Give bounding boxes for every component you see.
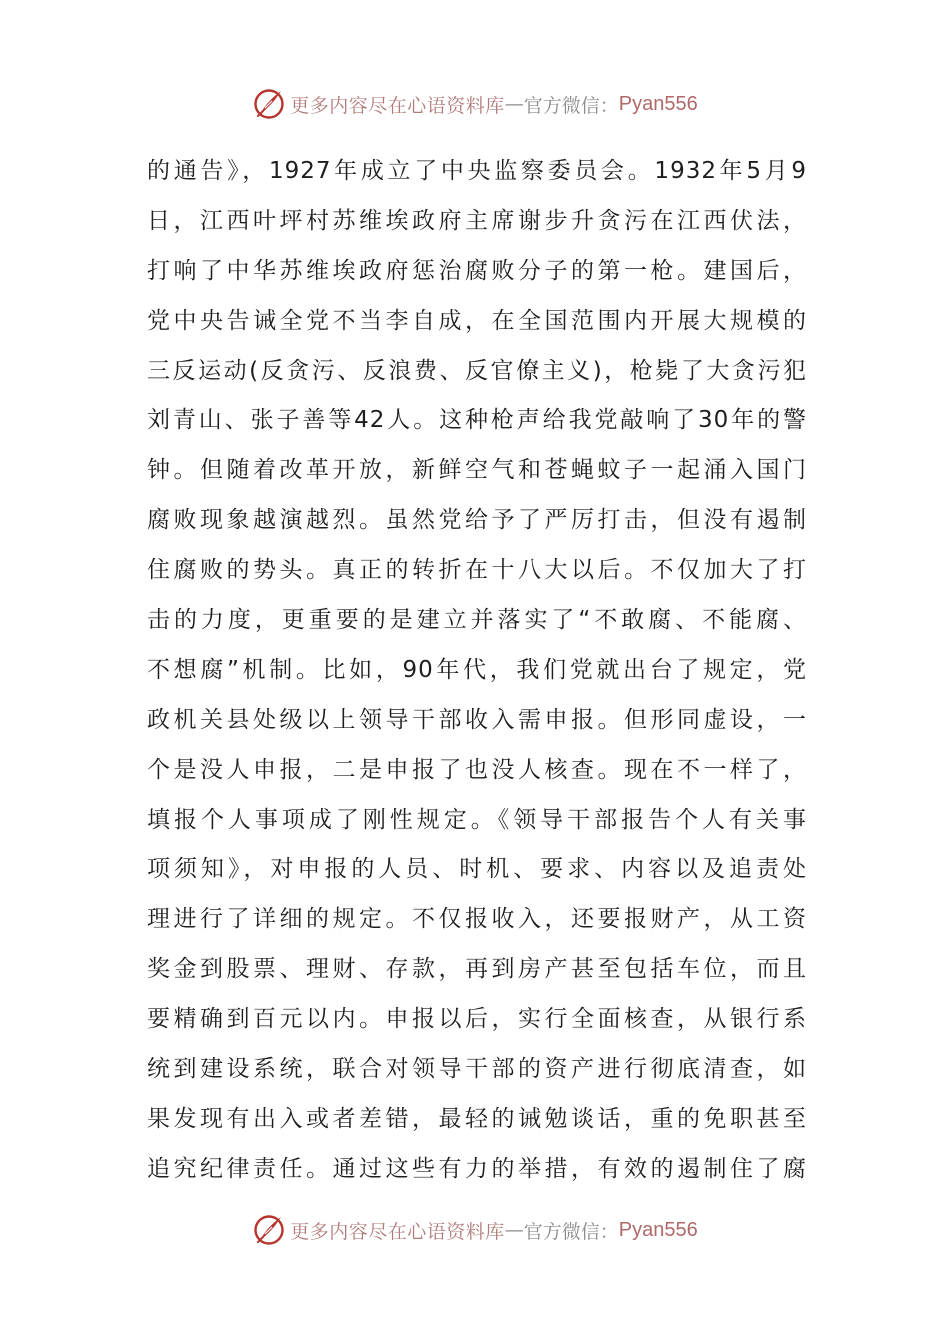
footer-wechat-id: Pyan556 [618,1218,698,1241]
header-wechat-id: Pyan556 [618,92,698,115]
footer-site-text: 更多内容尽在心语资料库 [290,1220,505,1243]
text-line: 三反运动(反贪污、反浪费、反官僚主义)，枪毙了大贪污犯 [147,357,807,384]
text-line: 项须知》，对申报的人员、时机、要求、内容以及追责处 [147,856,807,883]
text-line: 腐败现象越演越烈。虽然党给予了严厉打击，但没有遏制 [147,507,807,534]
text-line: 个是没人申报，二是申报了也没人核查。现在不一样了， [147,756,807,783]
quill-pen-icon [252,87,286,121]
text-line: 奖金到股票、理财、存款，再到房产甚至包括车位，而且 [147,956,807,983]
text-line: 果发现有出入或者差错，最轻的诫勉谈话，重的免职甚至 [147,1105,807,1132]
text-line: 不想腐”机制。比如，90年代，我们党就出台了规定，党 [147,656,807,683]
text-line: 钟。但随着改革开放，新鲜空气和苍蝇蚊子一起涌入国门 [147,457,807,484]
text-line: 追究纪律责任。通过这些有力的举措，有效的遏制住了腐 [147,1155,807,1182]
header-banner [0,84,950,124]
header-wechat-label: 官方微信： [523,94,619,117]
header-dash: — [504,93,524,115]
text-line: 的通告》，1927年成立了中央监察委员会。1932年5月9 [147,158,807,184]
text-line: 政机关县处级以上领导干部收入需申报。但形同虚设，一 [147,706,807,733]
text-line: 日，江西叶坪村苏维埃政府主席谢步升贪污在江西伏法， [147,207,807,234]
document-body [147,147,807,1195]
text-line: 住腐败的势头。真正的转折在十八大以后。不仅加大了打 [147,557,807,584]
header-site-text: 更多内容尽在心语资料库 [290,94,505,117]
footer-dash: — [504,1219,524,1241]
text-line: 填报个人事项成了刚性规定。《领导干部报告个人有关事 [147,806,807,833]
text-line: 理进行了详细的规定。不仅报收入，还要报财产，从工资 [147,906,807,933]
text-line: 刘青山、张子善等42人。这种枪声给我党敲响了30年的警 [147,407,807,434]
quill-pen-icon [252,1213,286,1247]
footer-banner [0,1210,950,1250]
text-line: 打响了中华苏维埃政府惩治腐败分子的第一枪。建国后， [147,257,807,284]
text-line: 击的力度，更重要的是建立并落实了“不敢腐、不能腐、 [147,607,807,634]
footer-wechat-label: 官方微信： [523,1220,619,1243]
text-line: 统到建设系统，联合对领导干部的资产进行彻底清查，如 [147,1056,807,1083]
text-line: 党中央告诫全党不当李自成，在全国范围内开展大规模的 [147,307,807,334]
text-line: 要精确到百元以内。申报以后，实行全面核查，从银行系 [147,1006,807,1033]
